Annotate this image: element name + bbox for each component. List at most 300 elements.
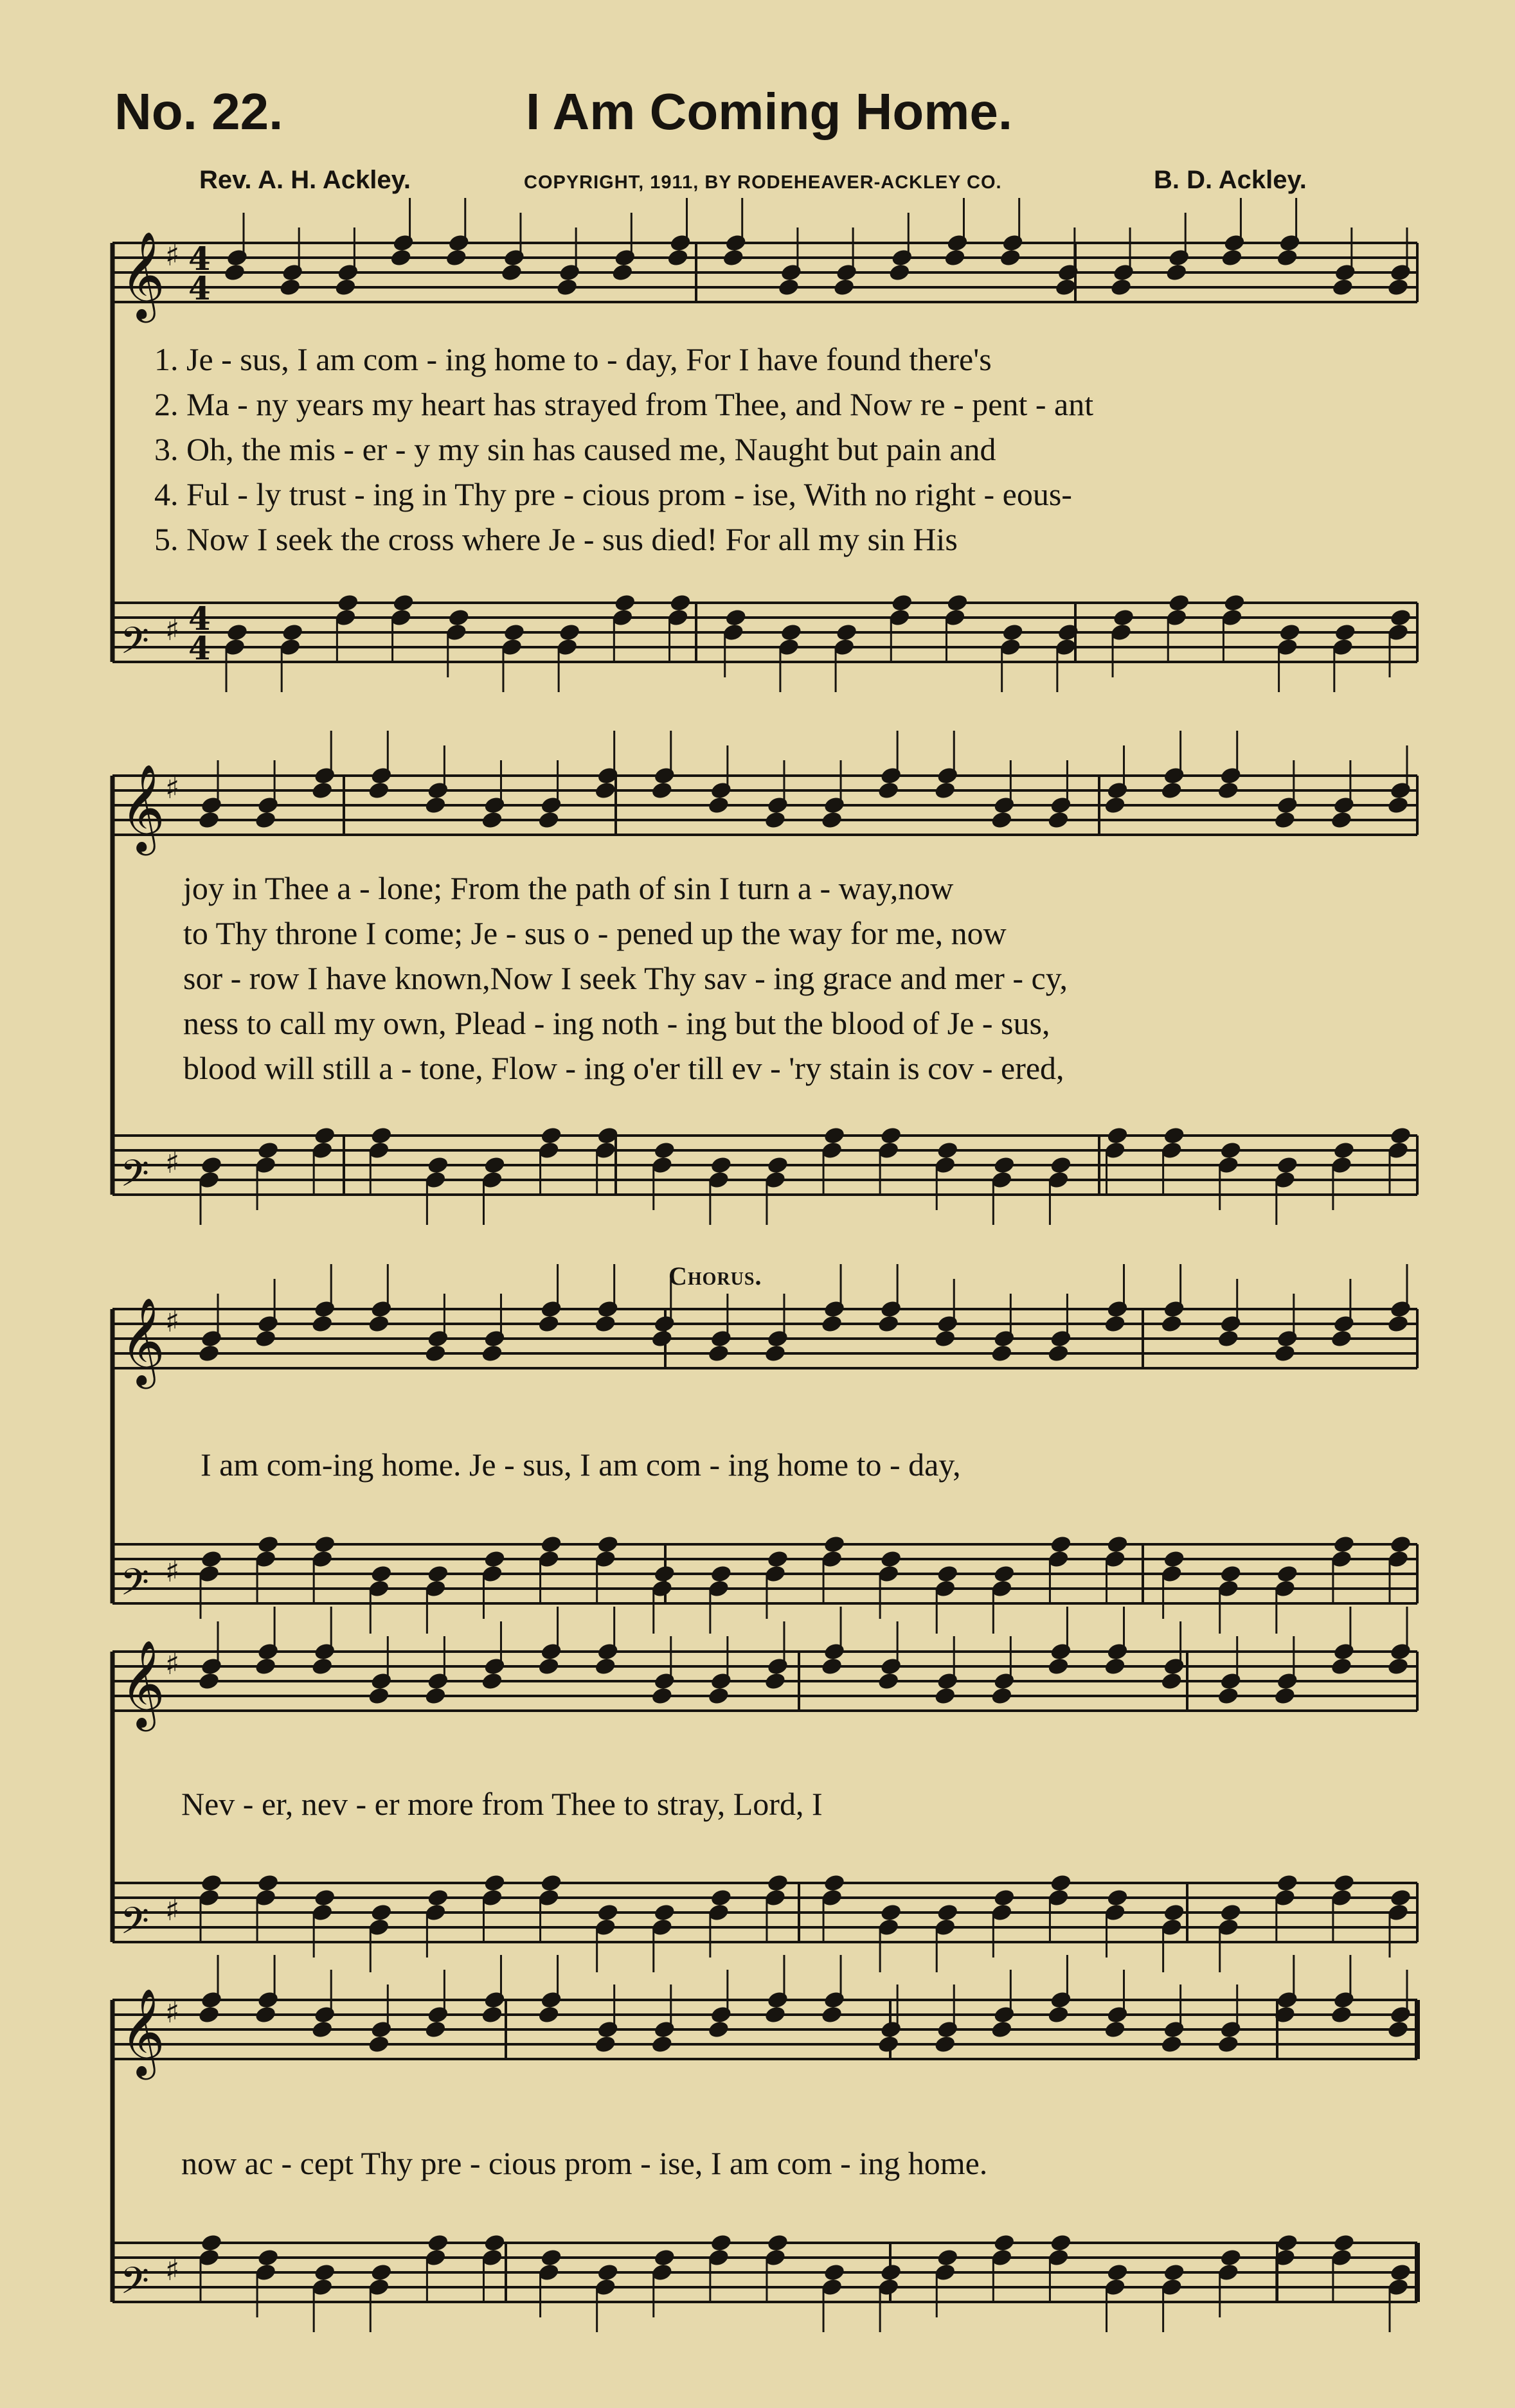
note-head — [1330, 810, 1353, 830]
chorus-line-2: Nev - er, nev - er more from Thee to stray, Lord, I — [181, 1786, 823, 1822]
note-head — [483, 1990, 506, 2010]
note-head — [540, 796, 563, 816]
note-head — [427, 2233, 450, 2253]
note-head — [1167, 593, 1190, 613]
note-head — [1332, 2233, 1356, 2253]
note-head — [427, 1564, 450, 1584]
chorus-line-3: now ac - cept Thy pre - cious prom - ise, I am com - ing home. — [181, 2145, 988, 2181]
note-head — [1047, 2005, 1070, 2025]
note-head — [1276, 1990, 1299, 2010]
note-head — [370, 766, 393, 786]
sharp-icon: ♯ — [165, 1304, 180, 1339]
time-signature: 4 — [188, 269, 211, 307]
note-head — [447, 233, 471, 253]
note-head — [653, 766, 676, 786]
note-head — [707, 2020, 730, 2040]
note-head — [1104, 2020, 1127, 2040]
note-head — [1332, 1141, 1356, 1161]
note-head — [310, 1657, 334, 1677]
note-head — [710, 1672, 733, 1691]
note-head — [1278, 233, 1302, 253]
note-head — [710, 2233, 733, 2253]
note-head — [540, 1299, 563, 1319]
note-head — [653, 1141, 676, 1161]
note-head — [1217, 1329, 1240, 1349]
note-head — [653, 1672, 676, 1691]
note-head — [367, 781, 390, 801]
note-head — [1276, 1873, 1299, 1893]
note-head — [653, 1314, 676, 1334]
note-head — [1273, 1344, 1296, 1364]
note-head — [877, 1672, 900, 1691]
note-head — [710, 2005, 733, 2025]
note-head — [766, 1657, 789, 1677]
note-head — [334, 278, 357, 298]
treble-clef-icon: 𝄞 — [120, 763, 165, 852]
note-head — [256, 1873, 280, 1893]
note-head — [256, 796, 280, 816]
note-head — [481, 1672, 504, 1691]
note-head — [424, 796, 447, 816]
note-head — [427, 1672, 450, 1691]
note-head — [766, 796, 789, 816]
note-head — [890, 248, 913, 268]
note-head — [503, 248, 526, 268]
note-head — [1163, 1299, 1186, 1319]
note-head — [427, 1888, 450, 1908]
note-head — [427, 2005, 450, 2025]
note-head — [1334, 263, 1357, 283]
note-head — [1276, 2233, 1299, 2253]
note-head — [724, 233, 748, 253]
verse-3-line-2: sor - row I have known,Now I seek Thy sav - ing grace and mer - cy, — [183, 960, 1068, 996]
note-head — [936, 2020, 959, 2040]
note-head — [313, 766, 336, 786]
note-head — [1050, 1155, 1073, 1175]
note-head — [370, 1564, 393, 1584]
verse-2-line-1: 2. Ma - ny years my heart has strayed from Thee, and Now re - pent - ant — [154, 386, 1094, 422]
note-head — [946, 233, 969, 253]
note-head — [1163, 1657, 1186, 1677]
note-head — [594, 781, 617, 801]
note-head — [823, 1126, 846, 1146]
note-head — [483, 1873, 506, 1893]
note-head — [766, 1549, 789, 1569]
bass-clef-icon: 𝄢 — [120, 619, 150, 672]
note-head — [370, 2020, 393, 2040]
note-head — [1104, 1657, 1127, 1677]
note-head — [256, 2248, 280, 2268]
note-head — [540, 1126, 563, 1146]
note-head — [310, 1314, 334, 1334]
note-head — [936, 766, 959, 786]
note-head — [313, 1642, 336, 1662]
note-head — [254, 2005, 277, 2025]
verse-5-line-1: 5. Now I seek the cross where Je - sus died! For all my sin His — [154, 521, 958, 557]
note-head — [1223, 233, 1246, 253]
note-head — [1219, 766, 1242, 786]
chorus-line-1: I am com-ing home. Je - sus, I am com - ing home to - day, — [201, 1447, 961, 1483]
note-head — [200, 1873, 223, 1893]
note-head — [1163, 766, 1186, 786]
note-head — [558, 263, 581, 283]
note-head — [256, 1314, 280, 1334]
note-head — [1276, 1329, 1299, 1349]
note-head — [879, 2263, 902, 2283]
note-head — [888, 263, 911, 283]
note-head — [820, 1657, 843, 1677]
note-head — [764, 810, 787, 830]
note-head — [1389, 1888, 1412, 1908]
note-head — [823, 1535, 846, 1555]
note-head — [256, 1141, 280, 1161]
note-head — [1001, 233, 1025, 253]
note-head — [1331, 278, 1354, 298]
note-head — [424, 1686, 447, 1706]
note-head — [1050, 1990, 1073, 2010]
note-head — [764, 1344, 787, 1364]
note-head — [537, 810, 560, 830]
note-head — [483, 1657, 506, 1677]
note-head — [669, 233, 692, 253]
verse-2-line-2: to Thy throne I come; Je - sus o - pened up the way for me, now — [183, 915, 1007, 951]
note-head — [537, 2005, 560, 2025]
note-head — [1334, 623, 1357, 643]
note-head — [1389, 1126, 1412, 1146]
note-head — [667, 248, 690, 268]
note-head — [540, 1642, 563, 1662]
note-head — [936, 1314, 959, 1334]
note-head — [483, 1549, 506, 1569]
note-head — [653, 1564, 676, 1584]
note-head — [823, 796, 846, 816]
note-head — [936, 1564, 959, 1584]
note-head — [594, 1657, 617, 1677]
note-head — [823, 1873, 846, 1893]
note-head — [197, 810, 220, 830]
note-head — [427, 781, 450, 801]
treble-clef-icon: 𝄞 — [120, 1639, 165, 1727]
note-head — [1160, 1314, 1183, 1334]
note-head — [877, 781, 900, 801]
note-head — [992, 2233, 1016, 2253]
note-head — [427, 1329, 450, 1349]
note-head — [764, 1672, 787, 1691]
treble-clef-icon: 𝄞 — [120, 1296, 165, 1385]
note-head — [936, 1903, 959, 1923]
note-head — [200, 2233, 223, 2253]
note-head — [944, 248, 967, 268]
hymn-title: I Am Coming Home. — [526, 83, 1013, 140]
note-head — [596, 1299, 620, 1319]
note-head — [313, 1126, 336, 1146]
note-head — [710, 781, 733, 801]
note-head — [1163, 1126, 1186, 1146]
sharp-icon: ♯ — [165, 238, 180, 272]
note-head — [1386, 1314, 1410, 1334]
note-head — [1276, 1155, 1299, 1175]
note-head — [1386, 1657, 1410, 1677]
note-head — [1047, 1344, 1070, 1364]
note-head — [594, 1314, 617, 1334]
note-head — [1330, 1657, 1353, 1677]
note-head — [537, 1657, 560, 1677]
note-head — [200, 796, 223, 816]
note-head — [933, 2035, 956, 2055]
note-head — [650, 2035, 674, 2055]
sharp-icon: ♯ — [165, 2252, 180, 2287]
note-head — [392, 233, 415, 253]
note-head — [710, 1564, 733, 1584]
note-head — [1167, 248, 1190, 268]
note-head — [1278, 623, 1302, 643]
note-head — [820, 2005, 843, 2025]
bass-clef-icon: 𝄢 — [120, 1899, 150, 1952]
copyright-notice: COPYRIGHT, 1911, BY RODEHEAVER-ACKLEY CO. — [524, 172, 1002, 193]
note-head — [1276, 1564, 1299, 1584]
note-head — [1163, 2020, 1186, 2040]
note-head — [835, 623, 858, 643]
note-head — [992, 1155, 1016, 1175]
sharp-icon: ♯ — [165, 1145, 180, 1180]
note-head — [483, 2233, 506, 2253]
note-head — [1219, 1903, 1242, 1923]
note-head — [1221, 248, 1244, 268]
note-head — [254, 1329, 277, 1349]
note-head — [1219, 1564, 1242, 1584]
note-head — [1330, 2005, 1353, 2025]
note-head — [766, 1155, 789, 1175]
note-head — [200, 1155, 223, 1175]
note-head — [445, 248, 468, 268]
note-head — [936, 1141, 959, 1161]
note-head — [1219, 1672, 1242, 1691]
note-head — [879, 1299, 902, 1319]
note-head — [999, 248, 1022, 268]
note-head — [766, 1329, 789, 1349]
note-head — [1106, 2263, 1129, 2283]
note-head — [823, 1299, 846, 1319]
note-head — [1050, 796, 1073, 816]
author-credit: Rev. A. H. Ackley. — [199, 166, 411, 194]
note-head — [766, 1873, 789, 1893]
sharp-icon: ♯ — [165, 1554, 180, 1589]
note-head — [1106, 1126, 1129, 1146]
note-head — [256, 1535, 280, 1555]
note-head — [879, 1126, 902, 1146]
note-head — [710, 1329, 733, 1349]
note-head — [1389, 1642, 1412, 1662]
note-head — [1217, 2035, 1240, 2055]
note-head — [1163, 1549, 1186, 1569]
note-head — [1386, 278, 1410, 298]
note-head — [596, 1642, 620, 1662]
note-head — [390, 248, 413, 268]
note-head — [650, 1329, 674, 1349]
note-head — [310, 781, 334, 801]
time-signature: 4 — [188, 600, 211, 638]
note-head — [367, 2035, 390, 2055]
note-head — [611, 263, 634, 283]
note-head — [1047, 1657, 1070, 1677]
note-head — [1219, 1141, 1242, 1161]
verse-5-line-2: blood will still a - tone, Flow - ing o'er till ev - 'ry stain is cov - ered, — [183, 1050, 1064, 1086]
note-head — [447, 608, 471, 628]
note-head — [594, 2035, 617, 2055]
note-head — [481, 810, 504, 830]
note-head — [1389, 1299, 1412, 1319]
note-head — [281, 623, 304, 643]
note-head — [1109, 278, 1133, 298]
note-head — [1273, 810, 1296, 830]
composer-credit: B. D. Ackley. — [1154, 166, 1307, 194]
treble-clef-icon: 𝄞 — [120, 1987, 165, 2076]
note-head — [226, 623, 249, 643]
note-head — [1104, 796, 1127, 816]
hymn-number: No. 22. — [114, 83, 283, 140]
note-head — [197, 2005, 220, 2025]
note-head — [337, 593, 360, 613]
note-head — [1389, 263, 1412, 283]
note-head — [596, 2020, 620, 2040]
chorus-label: Chorus. — [668, 1262, 762, 1290]
note-head — [223, 263, 246, 283]
note-head — [540, 1873, 563, 1893]
note-head — [777, 278, 800, 298]
note-head — [1106, 781, 1129, 801]
note-head — [540, 1990, 563, 2010]
note-head — [1050, 1873, 1073, 1893]
sharp-icon: ♯ — [165, 771, 180, 805]
note-head — [200, 1549, 223, 1569]
note-head — [1332, 796, 1356, 816]
note-head — [879, 766, 902, 786]
note-head — [370, 1126, 393, 1146]
verse-4-line-2: ness to call my own, Plead - ing noth - ing but the blood of Je - sus, — [183, 1005, 1050, 1041]
note-head — [936, 2248, 959, 2268]
note-head — [1389, 2005, 1412, 2025]
note-head — [707, 1344, 730, 1364]
note-head — [1050, 1642, 1073, 1662]
note-head — [1106, 1642, 1129, 1662]
note-head — [1047, 810, 1070, 830]
note-head — [197, 1672, 220, 1691]
note-head — [933, 781, 956, 801]
note-head — [1050, 2233, 1073, 2253]
note-head — [933, 1686, 956, 1706]
verse-1-line-1: 1. Je - sus, I am com - ing home to - day, For I have found there's — [154, 341, 992, 377]
note-head — [313, 1888, 336, 1908]
note-head — [724, 608, 748, 628]
note-head — [766, 1990, 789, 2010]
bass-clef-icon: 𝄢 — [120, 2259, 150, 2312]
verse-4-line-1: 4. Ful - ly trust - ing in Thy pre - cious prom - ise, With no right - eous- — [154, 476, 1072, 512]
note-head — [1165, 263, 1188, 283]
note-head — [946, 593, 969, 613]
note-head — [1160, 781, 1183, 801]
note-head — [313, 1535, 336, 1555]
note-head — [392, 593, 415, 613]
note-head — [936, 1672, 959, 1691]
note-head — [1219, 1314, 1242, 1334]
note-head — [1163, 2263, 1186, 2283]
note-head — [780, 263, 803, 283]
note-head — [1106, 1535, 1129, 1555]
note-head — [992, 1329, 1016, 1349]
note-head — [281, 263, 304, 283]
note-head — [1217, 781, 1240, 801]
note-head — [990, 2020, 1013, 2040]
note-head — [481, 1344, 504, 1364]
note-head — [890, 593, 913, 613]
note-head — [596, 1535, 620, 1555]
note-head — [1386, 796, 1410, 816]
note-head — [558, 623, 581, 643]
note-head — [424, 2020, 447, 2040]
note-head — [537, 1314, 560, 1334]
note-head — [832, 278, 856, 298]
note-head — [669, 593, 692, 613]
note-head — [1273, 1686, 1296, 1706]
note-head — [1276, 1672, 1299, 1691]
note-head — [710, 1155, 733, 1175]
note-head — [722, 248, 745, 268]
note-head — [707, 1686, 730, 1706]
note-head — [990, 1686, 1013, 1706]
note-head — [500, 263, 523, 283]
note-head — [313, 2005, 336, 2025]
note-head — [764, 2005, 787, 2025]
note-head — [1104, 1314, 1127, 1334]
note-head — [613, 248, 636, 268]
note-head — [1332, 1314, 1356, 1334]
note-head — [367, 1314, 390, 1334]
note-head — [1217, 1686, 1240, 1706]
note-head — [424, 1344, 447, 1364]
note-head — [1112, 608, 1135, 628]
note-head — [481, 2005, 504, 2025]
note-head — [879, 1657, 902, 1677]
verse-3-line-1: 3. Oh, the mis - er - y my sin has caused me, Naught but pain and — [154, 431, 996, 467]
time-signature: 4 — [188, 240, 211, 278]
note-head — [503, 623, 526, 643]
note-head — [1219, 2020, 1242, 2040]
note-head — [200, 1657, 223, 1677]
note-head — [1050, 1535, 1073, 1555]
note-head — [1332, 1990, 1356, 2010]
note-head — [254, 1657, 277, 1677]
note-head — [933, 1329, 956, 1349]
note-head — [992, 2005, 1016, 2025]
note-head — [1332, 1642, 1356, 1662]
note-head — [337, 263, 360, 283]
note-head — [1054, 278, 1077, 298]
note-head — [540, 1535, 563, 1555]
note-head — [823, 1642, 846, 1662]
note-head — [1106, 2005, 1129, 2025]
bass-clef-icon: 𝄢 — [120, 1152, 150, 1204]
note-head — [820, 1314, 843, 1334]
note-head — [1330, 1329, 1353, 1349]
note-head — [1223, 593, 1246, 613]
note-head — [1276, 248, 1299, 268]
note-head — [1332, 1535, 1356, 1555]
note-head — [200, 1329, 223, 1349]
note-head — [650, 781, 674, 801]
note-head — [823, 1990, 846, 2010]
note-head — [200, 1990, 223, 2010]
note-head — [313, 1299, 336, 1319]
